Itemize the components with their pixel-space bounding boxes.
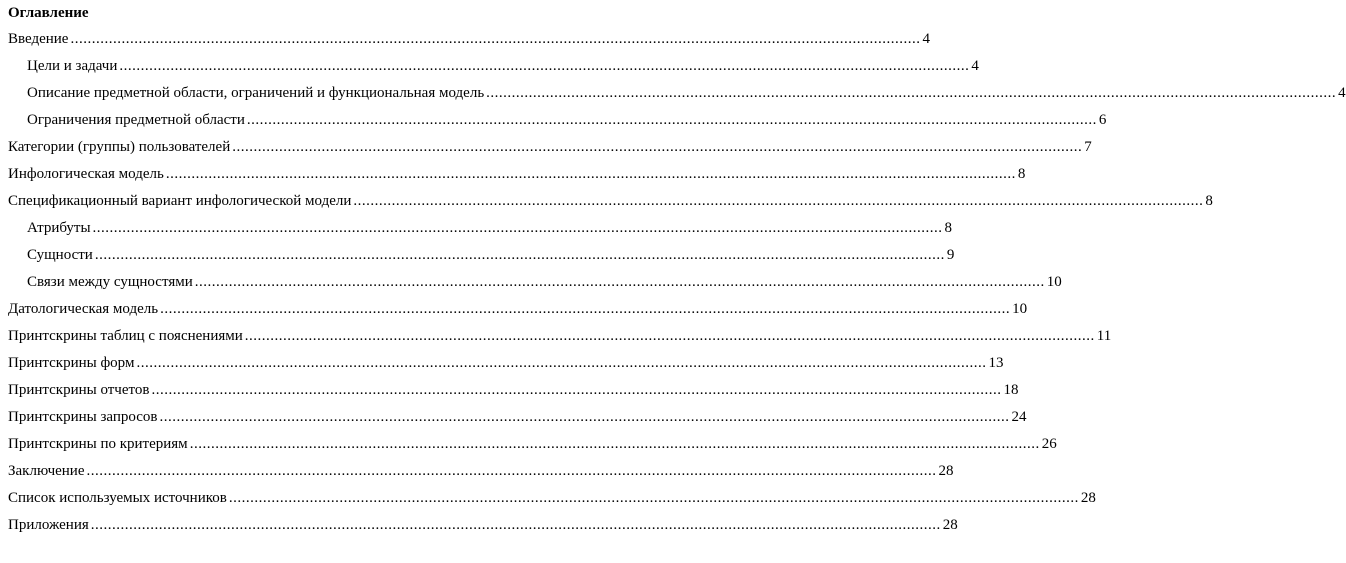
toc-entry-entity-relations[interactable] xyxy=(27,273,1062,291)
toc-entry-infological-model[interactable] xyxy=(8,165,1026,183)
toc-page-number: 8 xyxy=(1017,166,1026,182)
toc-page-number: 4 xyxy=(1338,85,1346,101)
toc-entry-text: Описание предметной области, ограничений и функциональная модель xyxy=(27,85,485,101)
toc-dot-leader: ........................................................................................................................................................................................................ xyxy=(92,220,943,236)
toc-entry-sources[interactable] xyxy=(8,489,1096,507)
toc-page-number: 28 xyxy=(938,463,954,479)
toc-entry-text: Принтскрины запросов xyxy=(8,409,158,425)
toc-page-number: 9 xyxy=(946,247,955,263)
toc-dot-leader: ........................................................................................................................................................................................................ xyxy=(159,409,1010,425)
toc-page-number: 8 xyxy=(944,220,953,236)
toc-entry-text: Принтскрины по критериям xyxy=(8,436,188,452)
toc-page-number: 6 xyxy=(1098,112,1107,128)
toc-entry-entities[interactable] xyxy=(27,246,955,264)
toc-entry-text: Принтскрины форм xyxy=(8,355,135,371)
toc-entry-text: Категории (группы) пользователей xyxy=(8,139,231,155)
toc-dot-leader: ........................................................................................................................................................................................................ xyxy=(165,166,1016,182)
toc-entry-conclusion[interactable] xyxy=(8,462,954,480)
toc-entry-text: Заключение xyxy=(8,463,85,479)
toc-dot-leader: ........................................................................................................................................................................................................ xyxy=(70,31,921,47)
toc-entry-domain-description[interactable] xyxy=(27,84,1346,102)
toc-dot-leader: ........................................................................................................................................................................................................ xyxy=(194,274,1045,290)
toc-entry-text: Принтскрины отчетов xyxy=(8,382,150,398)
toc-entry-attributes[interactable] xyxy=(27,219,953,237)
toc-page-number: 18 xyxy=(1003,382,1019,398)
toc-page-number: 4 xyxy=(922,31,930,47)
toc-page-number: 8 xyxy=(1205,193,1213,209)
toc-entry-text: Введение xyxy=(8,31,69,47)
toc-dot-leader: ........................................................................................................................................................................................................ xyxy=(151,382,1002,398)
toc-entry-appendices[interactable] xyxy=(8,516,958,534)
toc-page-number: 13 xyxy=(988,355,1004,371)
toc-dot-leader: ........................................................................................................................................................................................................ xyxy=(136,355,987,371)
toc-dot-leader: ........................................................................................................................................................................................................ xyxy=(232,139,1083,155)
toc-dot-leader: ........................................................................................................................................................................................................ xyxy=(119,58,970,74)
toc-page-number: 10 xyxy=(1012,301,1028,317)
toc-entry-text: Принтскрины таблиц с пояснениями xyxy=(8,328,243,344)
toc-dot-leader: ........................................................................................................................................................................................................ xyxy=(160,301,1011,317)
toc-dot-leader: ........................................................................................................................................................................................................ xyxy=(228,490,1079,506)
toc-entry-datalogical-model[interactable] xyxy=(8,300,1028,318)
toc-dot-leader: ........................................................................................................................................................................................................ xyxy=(86,463,937,479)
toc-dot-leader: ........................................................................................................................................................................................................ xyxy=(90,517,941,533)
toc-entry-text: Датологическая модель xyxy=(8,301,159,317)
toc-entry-user-categories[interactable] xyxy=(8,138,1092,156)
toc-page-number: 26 xyxy=(1041,436,1057,452)
toc-entry-form-screenshots[interactable] xyxy=(8,354,1004,372)
toc-dot-leader: ........................................................................................................................................................................................................ xyxy=(94,247,945,263)
toc-dot-leader: ........................................................................................................................................................................................................ xyxy=(486,85,1337,101)
toc-dot-leader: ........................................................................................................................................................................................................ xyxy=(189,436,1040,452)
toc-entry-specification-variant[interactable] xyxy=(8,192,1213,210)
toc-entry-domain-constraints[interactable] xyxy=(27,111,1107,129)
toc-entry-query-screenshots[interactable] xyxy=(8,408,1027,426)
toc-entry-text: Инфологическая модель xyxy=(8,166,164,182)
toc-entry-text: Цели и задачи xyxy=(27,58,118,74)
toc-entry-text: Ограничения предметной области xyxy=(27,112,245,128)
toc-dot-leader: ........................................................................................................................................................................................................ xyxy=(244,328,1095,344)
toc-entry-text: Сущности xyxy=(27,247,93,263)
toc-entry-goals[interactable] xyxy=(27,57,979,75)
toc-page-number: 7 xyxy=(1084,139,1092,155)
toc-entry-criteria-screenshots[interactable] xyxy=(8,435,1057,453)
toc-entry-text: Связи между сущностями xyxy=(27,274,193,290)
toc-page-number: 24 xyxy=(1011,409,1027,425)
toc-page-number: 28 xyxy=(942,517,958,533)
toc-page-number: 10 xyxy=(1046,274,1062,290)
toc-entry-report-screenshots[interactable] xyxy=(8,381,1019,399)
toc-entry-text: Список используемых источников xyxy=(8,490,227,506)
toc-entry-introduction[interactable] xyxy=(8,30,930,48)
toc-title: Оглавление xyxy=(8,5,89,21)
toc-dot-leader: ........................................................................................................................................................................................................ xyxy=(246,112,1097,128)
toc-page-number: 28 xyxy=(1080,490,1096,506)
toc-page-number: 4 xyxy=(971,58,979,74)
toc-entry-table-screenshots[interactable] xyxy=(8,327,1112,345)
toc-page-number: 11 xyxy=(1096,328,1112,344)
toc-dot-leader: ........................................................................................................................................................................................................ xyxy=(353,193,1204,209)
toc-entry-text: Атрибуты xyxy=(27,220,91,236)
toc-entry-text: Приложения xyxy=(8,517,89,533)
toc-entry-text: Спецификационный вариант инфологической модели xyxy=(8,193,352,209)
